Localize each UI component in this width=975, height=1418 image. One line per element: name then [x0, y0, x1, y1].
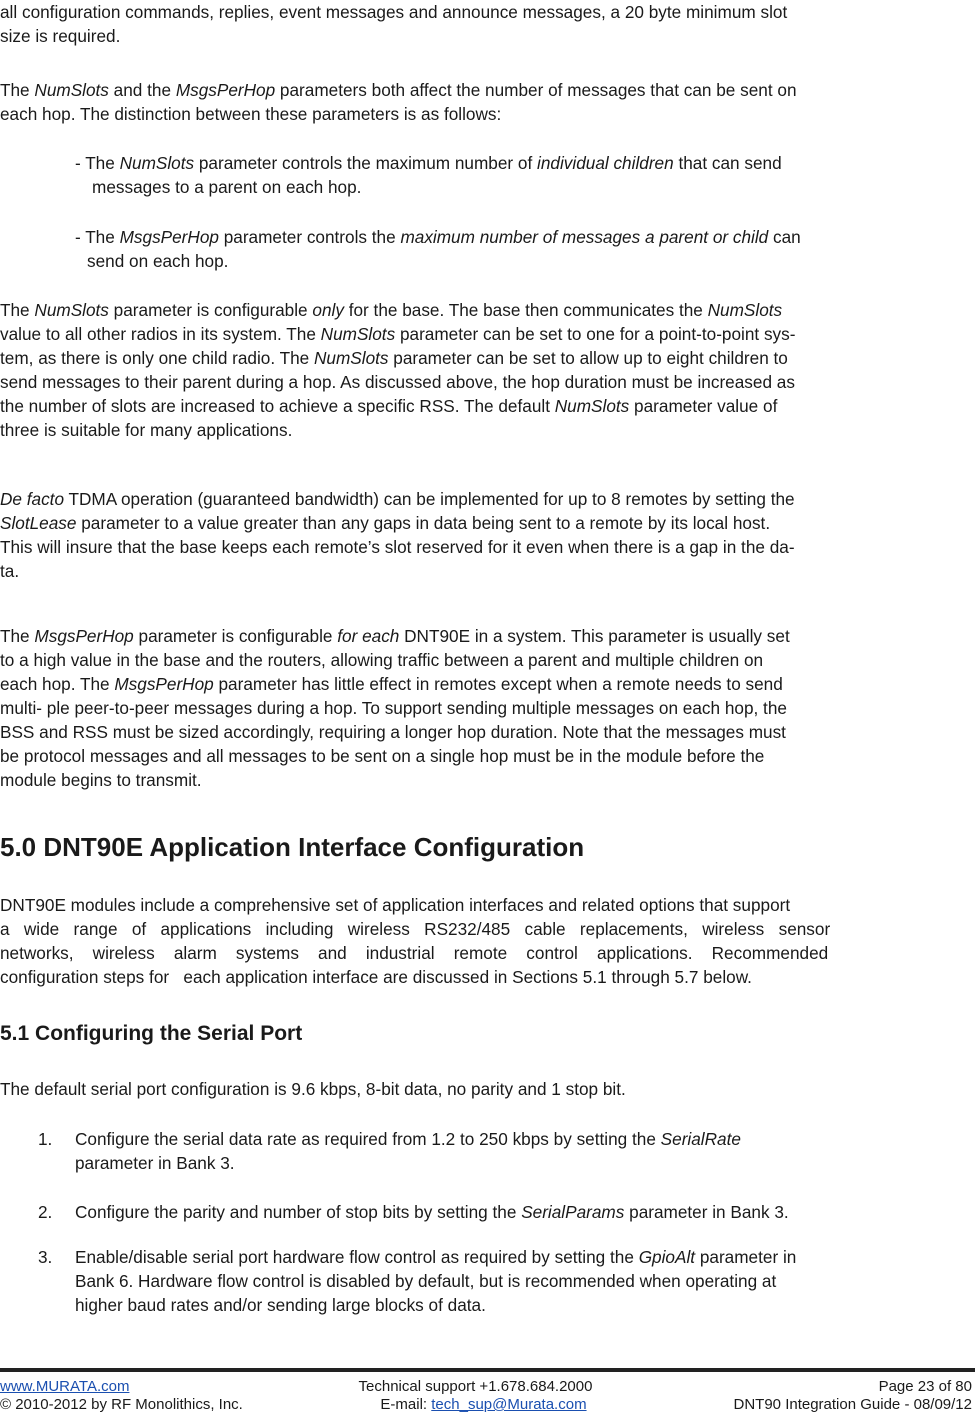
paragraph-numslots-config: The NumSlots parameter is configurable only for the base. The base then communicates the NumSlots value to all other radios in its system. The NumSlots parameter can be set to one for a point-to-point sys- tem, as there is only one child radio. The NumSlots parameter can be set to allow up to eight children to send messages to their parent during a hop. As discussed above, the hop duration must be increased as the number of slots are increased to achieve a specific RSS. The default NumSlots parameter value of three is suitable for many applications. [0, 300, 796, 440]
website-link[interactable]: www.MURATA.com [0, 1378, 130, 1395]
paragraph-tdma: De facto TDMA operation (guaranteed bandwidth) can be implemented for up to 8 remotes by setting the SlotLease parameter to a value greater than any gaps in data being sent to a remote by its local host. This will insure that the base keeps each remote’s slot reserved for it even when there is a gap in the da- ta. [0, 489, 795, 581]
bullet-msgsperhop: - The MsgsPerHop parameter controls the maximum number of messages a parent or child can send on each hop. [75, 227, 801, 271]
paragraph-default-serial: The default serial port configuration is 9.6 kbps, 8-bit data, no parity and 1 stop bit. [0, 1079, 626, 1099]
bullet-numslots: - The NumSlots parameter controls the maximum number of individual children that can send messages to a parent on each hop. [75, 153, 782, 197]
page-number: Page 23 of 80 [878, 1378, 972, 1395]
email-link[interactable]: tech_sup@Murata.com [431, 1396, 587, 1413]
section-heading-5-1: 5.1 Configuring the Serial Port [0, 1022, 303, 1045]
paragraph-interfaces: DNT90E modules include a comprehensive set of application interfaces and related options that support a wide range of applications including wireless RS232/485 cable replacements, wireless sensor networks, wireless alarm systems and industrial remote control applications. Recommended configuration steps for each application interface are discussed in Sections 5.1 through 5.7 below. [0, 895, 831, 987]
footer-divider [0, 1368, 975, 1372]
footer-right [734, 1378, 972, 1414]
paragraph-msgsperhop-config: The MsgsPerHop parameter is configurable for each DNT90E in a system. This parameter is usually set to a high value in the base and the routers, allowing traffic between a parent and multiple children on each hop. The MsgsPerHop parameter has little effect in remotes except when a remote needs to send multi- ple peer-to-peer messages during a hop. To support sending multiple messages on each hop, the BSS and RSS must be sized accordingly, requiring a longer hop duration. Note that the messages must be protocol messages and all messages to be sent on a single hop must be in the module before the module begins to transmit. [0, 626, 790, 790]
paragraph-slot-size: all configuration commands, replies, event messages and announce messages, a 20 byte minimum slot size is required. [0, 2, 788, 46]
support-phone: Technical support +1.678.684.2000 [358, 1378, 593, 1395]
doc-title: DNT90 Integration Guide - 08/09/12 [733, 1396, 972, 1413]
paragraph-parameters-intro: The NumSlots and the MsgsPerHop parameters both affect the number of messages that can be sent on each hop. The distinction between these parameters is as follows: [0, 80, 797, 124]
section-heading-5-0: 5.0 DNT90E Application Interface Configuration [0, 832, 585, 862]
copyright-text: © 2010-2012 by RF Monolithics, Inc. [0, 1396, 243, 1413]
email-label: E-mail: [380, 1396, 428, 1413]
